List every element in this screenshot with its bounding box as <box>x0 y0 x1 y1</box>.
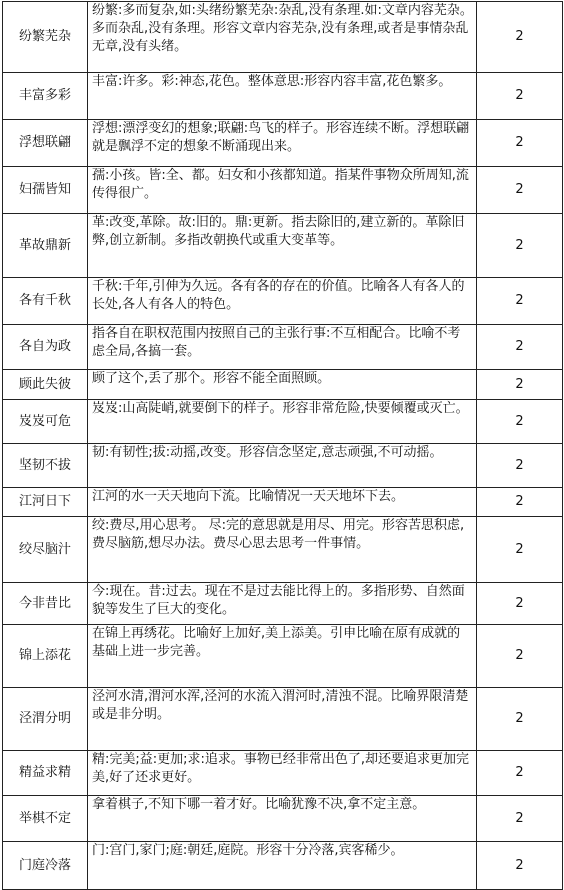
table-row <box>3 517 563 583</box>
table-row <box>3 370 563 400</box>
idiom-term: 举棋不定 <box>3 796 88 842</box>
idiom-term: 各自为政 <box>3 325 88 370</box>
table-row <box>3 325 563 370</box>
idiom-term: 锦上添花 <box>3 625 88 688</box>
idiom-score: 2 <box>477 370 563 400</box>
idiom-term: 坚韧不拔 <box>3 444 88 488</box>
idiom-score: 2 <box>477 400 563 444</box>
idiom-definition: 千秋:千年,引伸为久远。各有各的存在的价值。比喻各人有各人的长处,各人有各人的特色。 <box>88 278 477 325</box>
idiom-score: 2 <box>477 73 563 120</box>
idiom-score: 2 <box>477 583 563 625</box>
idiom-definition: 指各自在职权范围内按照自己的主张行事:不互相配合。比喻不考虑全局,各搞一套。 <box>88 325 477 370</box>
idiom-score: 2 <box>477 325 563 370</box>
idiom-score: 2 <box>477 688 563 751</box>
idiom-definition: 绞:费尽,用心思考。 尽:完的意思就是用尽、用完。形容苦思积虑,费尽脑筋,想尽办法。费尽心思去思考一件事情。 <box>88 517 477 583</box>
idiom-definition: 岌岌:山高陡峭,就要倒下的样子。形容非常危险,快要倾覆或灭亡。 <box>88 400 477 444</box>
table-row <box>3 796 563 842</box>
table-row <box>3 444 563 488</box>
idiom-definition: 拿着棋子,不知下哪一着才好。比喻犹豫不决,拿不定主意。 <box>88 796 477 842</box>
idiom-score: 2 <box>477 751 563 796</box>
idiom-definition: 泾河水清,渭河水浑,泾河的水流入渭河时,清浊不混。比喻界限清楚或是非分明。 <box>88 688 477 751</box>
table-row <box>3 583 563 625</box>
idiom-definition: 韧:有韧性;拔:动摇,改变。形容信念坚定,意志顽强,不可动摇。 <box>88 444 477 488</box>
idiom-term: 江河日下 <box>3 488 88 517</box>
table-row <box>3 842 563 890</box>
idiom-score: 2 <box>477 444 563 488</box>
idiom-score: 2 <box>477 488 563 517</box>
idiom-definition: 纷繁:多而复杂,如:头绪纷繁芜杂:杂乱,没有条理.如:文章内容芜杂。多而杂乱,没有条理。形容文章内容芜杂,没有条理,或者是事情杂乱无章,没有头绪。 <box>88 2 477 73</box>
table-row <box>3 73 563 120</box>
idiom-table <box>2 1 563 890</box>
idiom-term: 绞尽脑汁 <box>3 517 88 583</box>
idiom-definition: 门:宫门,家门;庭:朝廷,庭院。形容十分冷落,宾客稀少。 <box>88 842 477 890</box>
idiom-term: 各有千秋 <box>3 278 88 325</box>
idiom-term: 革故鼎新 <box>3 214 88 278</box>
table-row <box>3 120 563 167</box>
idiom-definition: 精:完美;益:更加;求:追求。事物已经非常出色了,却还要追求更加完美,好了还求更好。 <box>88 751 477 796</box>
idiom-term: 顾此失彼 <box>3 370 88 400</box>
idiom-term: 门庭冷落 <box>3 842 88 890</box>
idiom-score: 2 <box>477 796 563 842</box>
idiom-term: 泾渭分明 <box>3 688 88 751</box>
idiom-definition: 在锦上再绣花。比喻好上加好,美上添美。引申比喻在原有成就的基础上进一步完善。 <box>88 625 477 688</box>
idiom-score: 2 <box>477 842 563 890</box>
idiom-term: 妇孺皆知 <box>3 167 88 214</box>
idiom-score: 2 <box>477 278 563 325</box>
table-row <box>3 400 563 444</box>
table-row <box>3 2 563 73</box>
idiom-score: 2 <box>477 167 563 214</box>
idiom-term: 岌岌可危 <box>3 400 88 444</box>
idiom-definition: 顾了这个,丢了那个。形容不能全面照顾。 <box>88 370 477 400</box>
table-row <box>3 625 563 688</box>
idiom-definition: 今:现在。昔:过去。现在不是过去能比得上的。多指形势、自然面貌等发生了巨大的变化。 <box>88 583 477 625</box>
table-row <box>3 214 563 278</box>
idiom-definition: 孺:小孩。皆:全、都。妇女和小孩都知道。指某件事物众所周知,流传得很广。 <box>88 167 477 214</box>
table-row <box>3 488 563 517</box>
table-row <box>3 751 563 796</box>
idiom-score: 2 <box>477 120 563 167</box>
idiom-definition: 革:改变,革除。故:旧的。鼎:更新。指去除旧的,建立新的。革除旧弊,创立新制。多指改朝换代或重大变革等。 <box>88 214 477 278</box>
idiom-score: 2 <box>477 214 563 278</box>
idiom-term: 精益求精 <box>3 751 88 796</box>
table-row <box>3 167 563 214</box>
idiom-term: 浮想联翩 <box>3 120 88 167</box>
idiom-term: 今非昔比 <box>3 583 88 625</box>
table-row <box>3 688 563 751</box>
idiom-definition: 丰富:许多。彩:神态,花色。整体意思:形容内容丰富,花色繁多。 <box>88 73 477 120</box>
idiom-term: 丰富多彩 <box>3 73 88 120</box>
idiom-score: 2 <box>477 2 563 73</box>
idiom-definition: 浮想:漂浮变幻的想象;联翩:鸟飞的样子。形容连续不断。浮想联翩就是飘浮不定的想象不断涌现出来。 <box>88 120 477 167</box>
idiom-definition: 江河的水一天天地向下流。比喻情况一天天地坏下去。 <box>88 488 477 517</box>
idiom-score: 2 <box>477 517 563 583</box>
idiom-score: 2 <box>477 625 563 688</box>
idiom-term: 纷繁芜杂 <box>3 2 88 73</box>
table-row <box>3 278 563 325</box>
